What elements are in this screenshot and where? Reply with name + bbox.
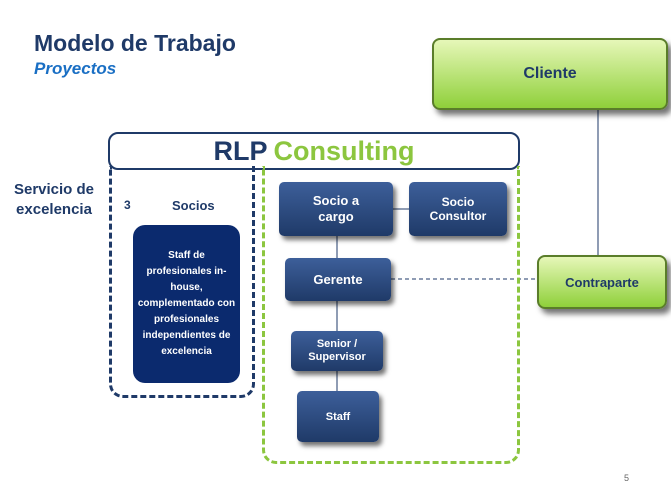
staff-description-box [133,225,240,383]
page-number: 5 [624,473,630,483]
banner-consulting: Consulting [273,135,415,166]
node-socio-consultor [409,182,507,236]
socios-label: Socios [172,198,215,213]
rlp-consulting-banner [108,132,520,170]
node-senior-supervisor [291,331,383,371]
service-label: Servicio de excelencia [13,181,95,218]
node-cliente: Cliente [432,38,668,110]
node-staff: Staff [297,391,379,442]
page-title: Modelo de Trabajo [34,30,236,56]
node-label: Socio a cargo [312,193,360,224]
node-socio-a-cargo [279,182,393,236]
banner-rlp: RLP [213,135,268,166]
node-contraparte: Contraparte [537,255,667,309]
node-label: Senior / Supervisor [308,338,366,363]
socios-count: 3 [124,198,131,212]
node-label: Socio Consultor [429,195,487,223]
node-gerente: Gerente [285,258,391,301]
page-subtitle: Proyectos [34,59,117,78]
staff-description: Staff de profesionales in-house, complementado con profesionales independientes de excelencia [137,250,236,357]
